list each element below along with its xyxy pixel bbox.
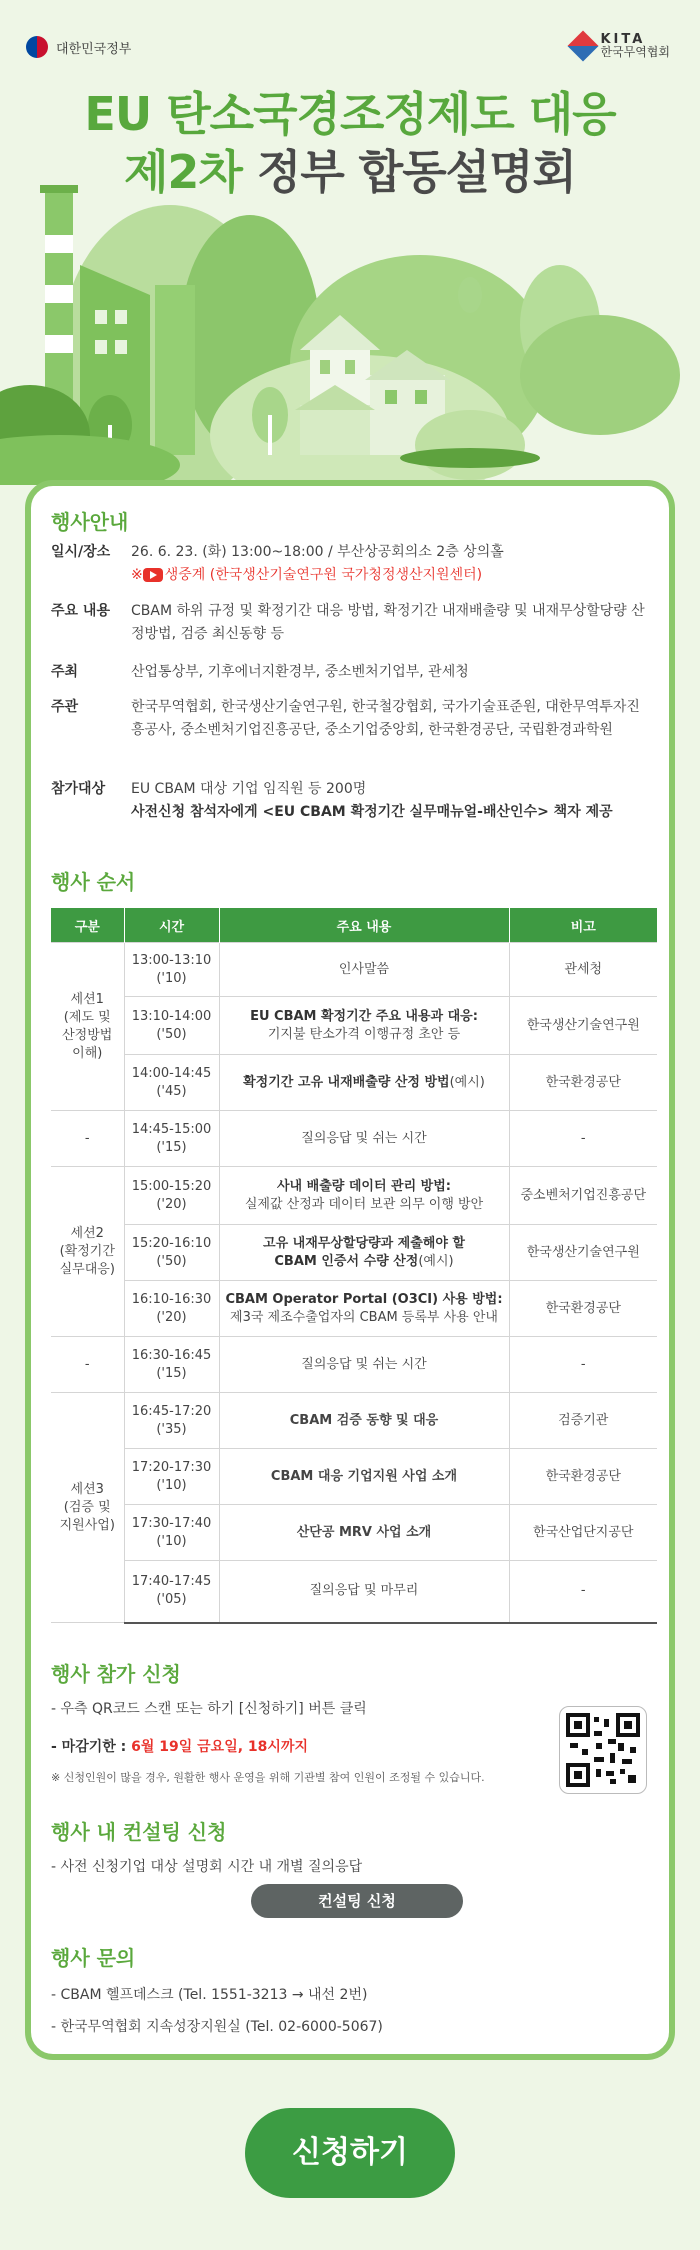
- info-label: 주요 내용: [51, 603, 110, 619]
- contact-helpdesk: - CBAM 헬프데스크 (Tel. 1551-3213 → 내선 2번): [51, 1987, 368, 2003]
- content-cell: 질의응답 및 쉬는 시간: [219, 1111, 509, 1167]
- column-header: 시간: [124, 908, 219, 943]
- consult-title: 행사 내 컨설팅 신청: [51, 1820, 227, 1844]
- content-cell: CBAM 대응 기업지원 사업 소개: [219, 1449, 509, 1505]
- schedule-table: [51, 908, 657, 1624]
- consult-desc: - 사전 신청기업 대상 설명회 시간 내 개별 질의응답: [51, 1859, 363, 1875]
- time-cell: 17:30-17:40 ('10): [124, 1505, 219, 1561]
- column-header: 비고: [509, 908, 657, 943]
- apply-note: ※ 신청인원이 많을 경우, 원활한 행사 운영을 위해 기관별 참여 인원이 조정될 수 있습니다.: [51, 1771, 485, 1784]
- info-label: 참가대상: [51, 781, 106, 797]
- table-header-row: [51, 908, 657, 943]
- apply-instruction: - 우측 QR코드 스캔 또는 하기 [신청하기] 버튼 클릭: [51, 1701, 367, 1717]
- table-row: [51, 1111, 657, 1167]
- info-title: 행사안내: [51, 510, 129, 534]
- column-header: 주요 내용: [219, 908, 509, 943]
- content-cell: 고유 내재무상할당량과 제출해야 할 CBAM 인증서 수량 산정(예시): [219, 1225, 509, 1281]
- note-cell: 한국환경공단: [509, 1281, 657, 1337]
- government-logo: [26, 36, 131, 58]
- contact-kita: - 한국무역협회 지속성장지원실 (Tel. 02-6000-5067): [51, 2019, 383, 2035]
- info-row-content: [51, 600, 649, 646]
- kita-mark-icon: [568, 30, 599, 61]
- session-cell: 세션3 (검증 및 지원사업): [51, 1393, 124, 1623]
- info-row-host: [51, 661, 649, 684]
- info-value: 산업통상부, 기후에너지환경부, 중소벤처기업부, 관세청: [131, 664, 469, 680]
- deadline: - 마감기한 : 6월 19일 금요일, 18시까지: [51, 1739, 308, 1755]
- info-value: 26. 6. 23. (화) 13:00~18:00 / 부산상공회의소 2층 상의홀: [131, 544, 504, 560]
- header: [0, 0, 700, 480]
- schedule-title: 행사 순서: [51, 870, 136, 894]
- kita-ko: 한국무역협회: [600, 45, 670, 59]
- table-row: [51, 1449, 657, 1505]
- content-cell: 산단공 MRV 사업 소개: [219, 1505, 509, 1561]
- qr-code-icon: [566, 1713, 640, 1787]
- session-cell: 세션1 (제도 및 산정방법 이해): [51, 943, 124, 1111]
- info-value: CBAM 하위 규정 및 확정기간 대응 방법, 확정기간 내재배출량 및 내재무상할당량 산정방법, 검증 최신동향 등: [131, 603, 645, 642]
- table-row: [51, 1167, 657, 1225]
- note-cell: 한국산업단지공단: [509, 1505, 657, 1561]
- content-cell: 질의응답 및 쉬는 시간: [219, 1337, 509, 1393]
- table-row: [51, 1337, 657, 1393]
- contact-title: 행사 문의: [51, 1946, 136, 1970]
- table-row: [51, 1393, 657, 1449]
- note-cell: 한국환경공단: [509, 1449, 657, 1505]
- green-city-illustration: [0, 175, 700, 485]
- gov-label: 대한민국정부: [56, 41, 132, 57]
- youtube-icon: [143, 568, 163, 582]
- info-value: 한국무역협회, 한국생산기술연구원, 한국철강협회, 국가기술표준원, 대한무역투자진흥공사, 중소벤처기업진흥공단, 중소기업중앙회, 한국환경공단, 국립환경과학원: [131, 699, 640, 738]
- session-cell: -: [51, 1111, 124, 1167]
- session-cell: 세션2 (확정기간 실무대응): [51, 1167, 124, 1337]
- info-label: 주최: [51, 664, 79, 680]
- time-cell: 17:40-17:45 ('05): [124, 1561, 219, 1623]
- content-cell: 질의응답 및 마무리: [219, 1561, 509, 1623]
- time-cell: 16:10-16:30 ('20): [124, 1281, 219, 1337]
- note-cell: 한국환경공단: [509, 1055, 657, 1111]
- kita-en: KITA: [600, 32, 646, 47]
- booklet-note: 사전신청 참석자에게 <EU CBAM 확정기간 실무매뉴얼-배산인수> 책자 제공: [131, 804, 613, 820]
- note-cell: 한국생산기술연구원: [509, 1225, 657, 1281]
- column-header: 구분: [51, 908, 124, 943]
- session-cell: -: [51, 1337, 124, 1393]
- info-row-organizer: [51, 696, 649, 742]
- consult-button[interactable]: 컨설팅 신청: [251, 1884, 463, 1918]
- info-label: 주관: [51, 699, 79, 715]
- apply-title: 행사 참가 신청: [51, 1662, 181, 1686]
- note-cell: -: [509, 1561, 657, 1623]
- info-row-target: [51, 778, 649, 824]
- title-round: 제2차: [124, 145, 242, 199]
- content-cell: CBAM 검증 동향 및 대응: [219, 1393, 509, 1449]
- table-row: [51, 997, 657, 1055]
- table-row: [51, 1055, 657, 1111]
- table-row: [51, 943, 657, 997]
- title-event: 정부 합동설명회: [256, 145, 576, 199]
- content-cell: CBAM Operator Portal (O3CI) 사용 방법: 제3국 제조수출업자의 CBAM 등록부 사용 안내: [219, 1281, 509, 1337]
- note-cell: -: [509, 1337, 657, 1393]
- time-cell: 15:20-16:10 ('50): [124, 1225, 219, 1281]
- apply-button[interactable]: 신청하기: [245, 2108, 455, 2198]
- taeguk-icon: [26, 36, 48, 58]
- table-row: [51, 1505, 657, 1561]
- info-card: [25, 480, 675, 2060]
- kita-logo: [572, 34, 670, 58]
- table-row: [51, 1281, 657, 1337]
- note-cell: 관세청: [509, 943, 657, 997]
- note-cell: 중소벤처기업진흥공단: [509, 1167, 657, 1225]
- time-cell: 17:20-17:30 ('10): [124, 1449, 219, 1505]
- time-cell: 13:00-13:10 ('10): [124, 943, 219, 997]
- qr-code[interactable]: [559, 1706, 647, 1794]
- time-cell: 15:00-15:20 ('20): [124, 1167, 219, 1225]
- time-cell: 14:00-14:45 ('45): [124, 1055, 219, 1111]
- content-cell: 인사말씀: [219, 943, 509, 997]
- info-row-datetime: [51, 541, 649, 587]
- time-cell: 16:30-16:45 ('15): [124, 1337, 219, 1393]
- note-cell: -: [509, 1111, 657, 1167]
- info-label: 일시/장소: [51, 544, 111, 560]
- table-row: [51, 1225, 657, 1281]
- time-cell: 16:45-17:20 ('35): [124, 1393, 219, 1449]
- content-cell: 사내 배출량 데이터 관리 방법: 실제값 산정과 데이터 보관 의무 이행 방안: [219, 1167, 509, 1225]
- content-cell: EU CBAM 확정기간 주요 내용과 대응: 기지불 탄소가격 이행규정 초안 등: [219, 997, 509, 1055]
- content-cell: 확정기간 고유 내재배출량 산정 방법(예시): [219, 1055, 509, 1111]
- livestream-link[interactable]: ※ 생중계 (한국생산기술연구원 국가청정생산지원센터): [131, 567, 483, 583]
- table-row: [51, 1561, 657, 1623]
- note-cell: 한국생산기술연구원: [509, 997, 657, 1055]
- note-cell: 검증기관: [509, 1393, 657, 1449]
- info-value: EU CBAM 대상 기업 임직원 등 200명: [131, 781, 367, 797]
- time-cell: 13:10-14:00 ('50): [124, 997, 219, 1055]
- time-cell: 14:45-15:00 ('15): [124, 1111, 219, 1167]
- title-line1: EU 탄소국경조정제도 대응: [84, 87, 616, 141]
